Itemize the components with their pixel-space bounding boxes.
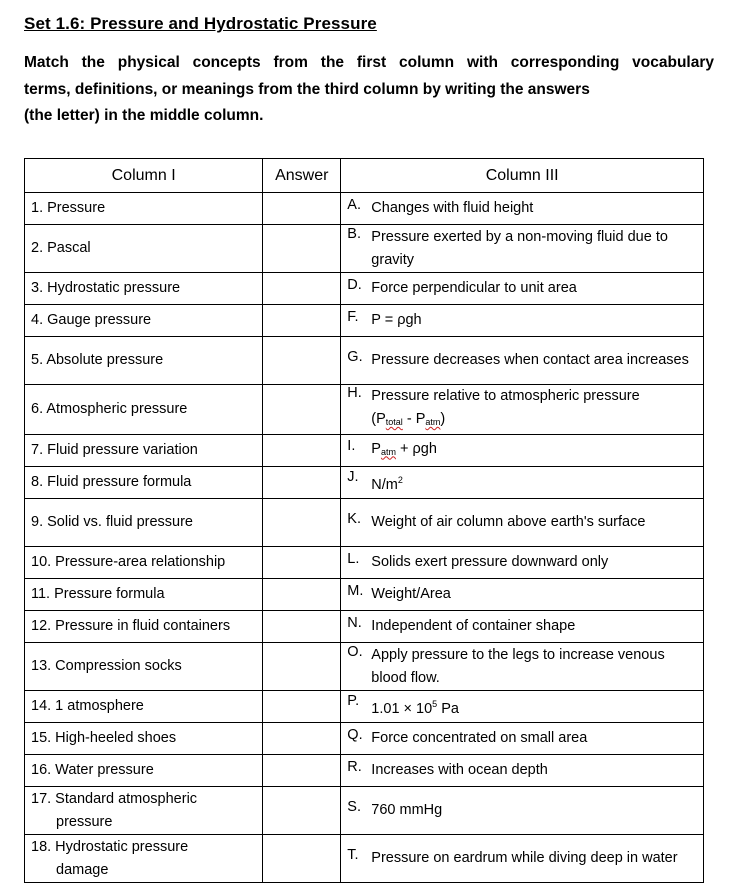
table-row xyxy=(25,755,704,787)
concept-label: 5. Absolute pressure xyxy=(31,352,164,368)
definition-text: Apply pressure to the legs to increase venous blood flow. xyxy=(371,646,665,686)
definition-text: Pressure decreases when contact area increases xyxy=(371,352,689,368)
concept-label: 6. Atmospheric pressure xyxy=(31,401,188,417)
concept-label: 14. 1 atmosphere xyxy=(31,698,144,714)
answer-cell[interactable] xyxy=(263,225,341,273)
definition-text: 760 mmHg xyxy=(371,802,443,818)
gauge-formula: $(P_{total} - P_{atm})$ xyxy=(371,411,446,427)
definition-text: Increases with ocean depth xyxy=(371,762,548,778)
concept-label: 2. Pascal xyxy=(31,240,91,256)
definition-letter: A. xyxy=(347,197,361,213)
definition-text: P = ρgh xyxy=(371,312,422,328)
answer-cell[interactable] xyxy=(263,467,341,499)
answer-cell[interactable] xyxy=(263,643,341,691)
definition-text: Pressure exerted by a non-moving fluid due to gravity xyxy=(371,228,668,268)
definition-letter: L. xyxy=(347,551,360,567)
concept-label: 8. Fluid pressure formula xyxy=(31,474,192,490)
definition-text: Independent of container shape xyxy=(371,618,576,634)
definition-text: $1.01 \times 10^5$ Pa xyxy=(371,698,459,717)
answer-cell[interactable] xyxy=(263,723,341,755)
concept-label: 11. Pressure formula xyxy=(31,586,165,602)
concept-label: 10. Pressure-area relationship xyxy=(31,554,226,570)
table-row xyxy=(25,337,704,385)
definition-letter: J. xyxy=(347,468,359,485)
concept-label: 13. Compression socks xyxy=(31,658,182,674)
table-row xyxy=(25,579,704,611)
subscript: total xyxy=(385,417,403,427)
definition-letter: S. xyxy=(347,799,361,815)
table-row xyxy=(25,691,704,723)
table-header-row xyxy=(25,159,704,193)
definition-letter: K. xyxy=(347,511,361,527)
table-row xyxy=(25,835,704,883)
definition-text: Force perpendicular to unit area xyxy=(371,280,577,296)
definition-letter: P. xyxy=(347,692,360,709)
table-row xyxy=(25,305,704,337)
concept-label: 4. Gauge pressure xyxy=(31,312,152,328)
answer-cell[interactable] xyxy=(263,755,341,787)
concept-label: 1. Pressure xyxy=(31,200,106,216)
answer-cell[interactable] xyxy=(263,547,341,579)
answer-cell[interactable] xyxy=(263,273,341,305)
answer-header: Answer xyxy=(263,159,341,193)
answer-cell[interactable] xyxy=(263,435,341,467)
definition-letter: N. xyxy=(347,615,362,631)
definition-letter: M. xyxy=(347,583,364,599)
concept-label: 3. Hydrostatic pressure xyxy=(31,280,181,296)
definition-letter: B. xyxy=(347,225,361,242)
column-i-header: Column I xyxy=(25,159,263,193)
column-iii-header: Column III xyxy=(341,159,704,193)
concept-label: 17. Standard atmospheric pressure xyxy=(31,790,198,830)
definition-text: $N/m^2$ xyxy=(371,474,403,493)
table-row xyxy=(25,643,704,691)
instructions xyxy=(24,50,714,130)
table-row xyxy=(25,499,704,547)
instructions-line: (the letter) in the middle column. xyxy=(24,107,264,124)
definition-letter: I. xyxy=(347,437,356,454)
page-title: Set 1.6: Pressure and Hydrostatic Pressure xyxy=(24,14,377,33)
table-row xyxy=(25,547,704,579)
answer-cell[interactable] xyxy=(263,337,341,385)
definition-text xyxy=(371,385,697,434)
definition-line: Pressure relative to atmospheric pressure xyxy=(371,388,640,404)
subscript: atm xyxy=(380,446,396,457)
superscript: 2 xyxy=(397,474,403,485)
answer-cell[interactable] xyxy=(263,385,341,435)
concept-label: 15. High-heeled shoes xyxy=(31,730,177,746)
answer-cell[interactable] xyxy=(263,691,341,723)
definition-text: Weight/Area xyxy=(371,586,451,602)
concept-label: 12. Pressure in fluid containers xyxy=(31,618,231,634)
definition-letter: O. xyxy=(347,643,363,660)
matching-table xyxy=(24,158,704,883)
concept-label: 18. Hydrostatic pressure damage xyxy=(31,838,189,878)
superscript: 5 xyxy=(432,698,438,709)
definition-text: Changes with fluid height xyxy=(371,200,534,216)
definition-letter: G. xyxy=(347,349,363,365)
definition-letter: T. xyxy=(347,847,359,863)
table-row xyxy=(25,787,704,835)
definition-letter: R. xyxy=(347,759,362,775)
absolute-formula: $P_{atm} + \rho gh$ xyxy=(371,440,437,457)
instructions-line: Match the physical concepts from the first column with corresponding vocabulary xyxy=(24,54,714,71)
answer-cell[interactable] xyxy=(263,193,341,225)
table-row xyxy=(25,435,704,467)
table-row xyxy=(25,193,704,225)
definition-letter: H. xyxy=(347,385,362,401)
subscript: atm xyxy=(425,417,441,427)
definition-text: Weight of air column above earth's surface xyxy=(371,514,646,530)
answer-cell[interactable] xyxy=(263,499,341,547)
table-row xyxy=(25,611,704,643)
concept-label: 7. Fluid pressure variation xyxy=(31,442,198,458)
table-row xyxy=(25,723,704,755)
definition-letter: D. xyxy=(347,277,362,293)
answer-cell[interactable] xyxy=(263,305,341,337)
definition-letter: Q. xyxy=(347,727,363,743)
definition-text: Solids exert pressure downward only xyxy=(371,554,609,570)
answer-cell[interactable] xyxy=(263,787,341,835)
table-row xyxy=(25,273,704,305)
definition-letter: F. xyxy=(347,309,359,325)
table-row xyxy=(25,467,704,499)
concept-label: 9. Solid vs. fluid pressure xyxy=(31,514,193,530)
answer-cell[interactable] xyxy=(263,611,341,643)
concept-label: 16. Water pressure xyxy=(31,762,154,778)
definition-text: Force concentrated on small area xyxy=(371,730,588,746)
table-row xyxy=(25,385,704,435)
answer-cell[interactable] xyxy=(263,835,341,883)
table-row xyxy=(25,225,704,273)
definition-text: Pressure on eardrum while diving deep in water xyxy=(371,850,678,866)
answer-cell[interactable] xyxy=(263,579,341,611)
instructions-line: terms, definitions, or meanings from the third column by writing the answers xyxy=(24,80,590,98)
